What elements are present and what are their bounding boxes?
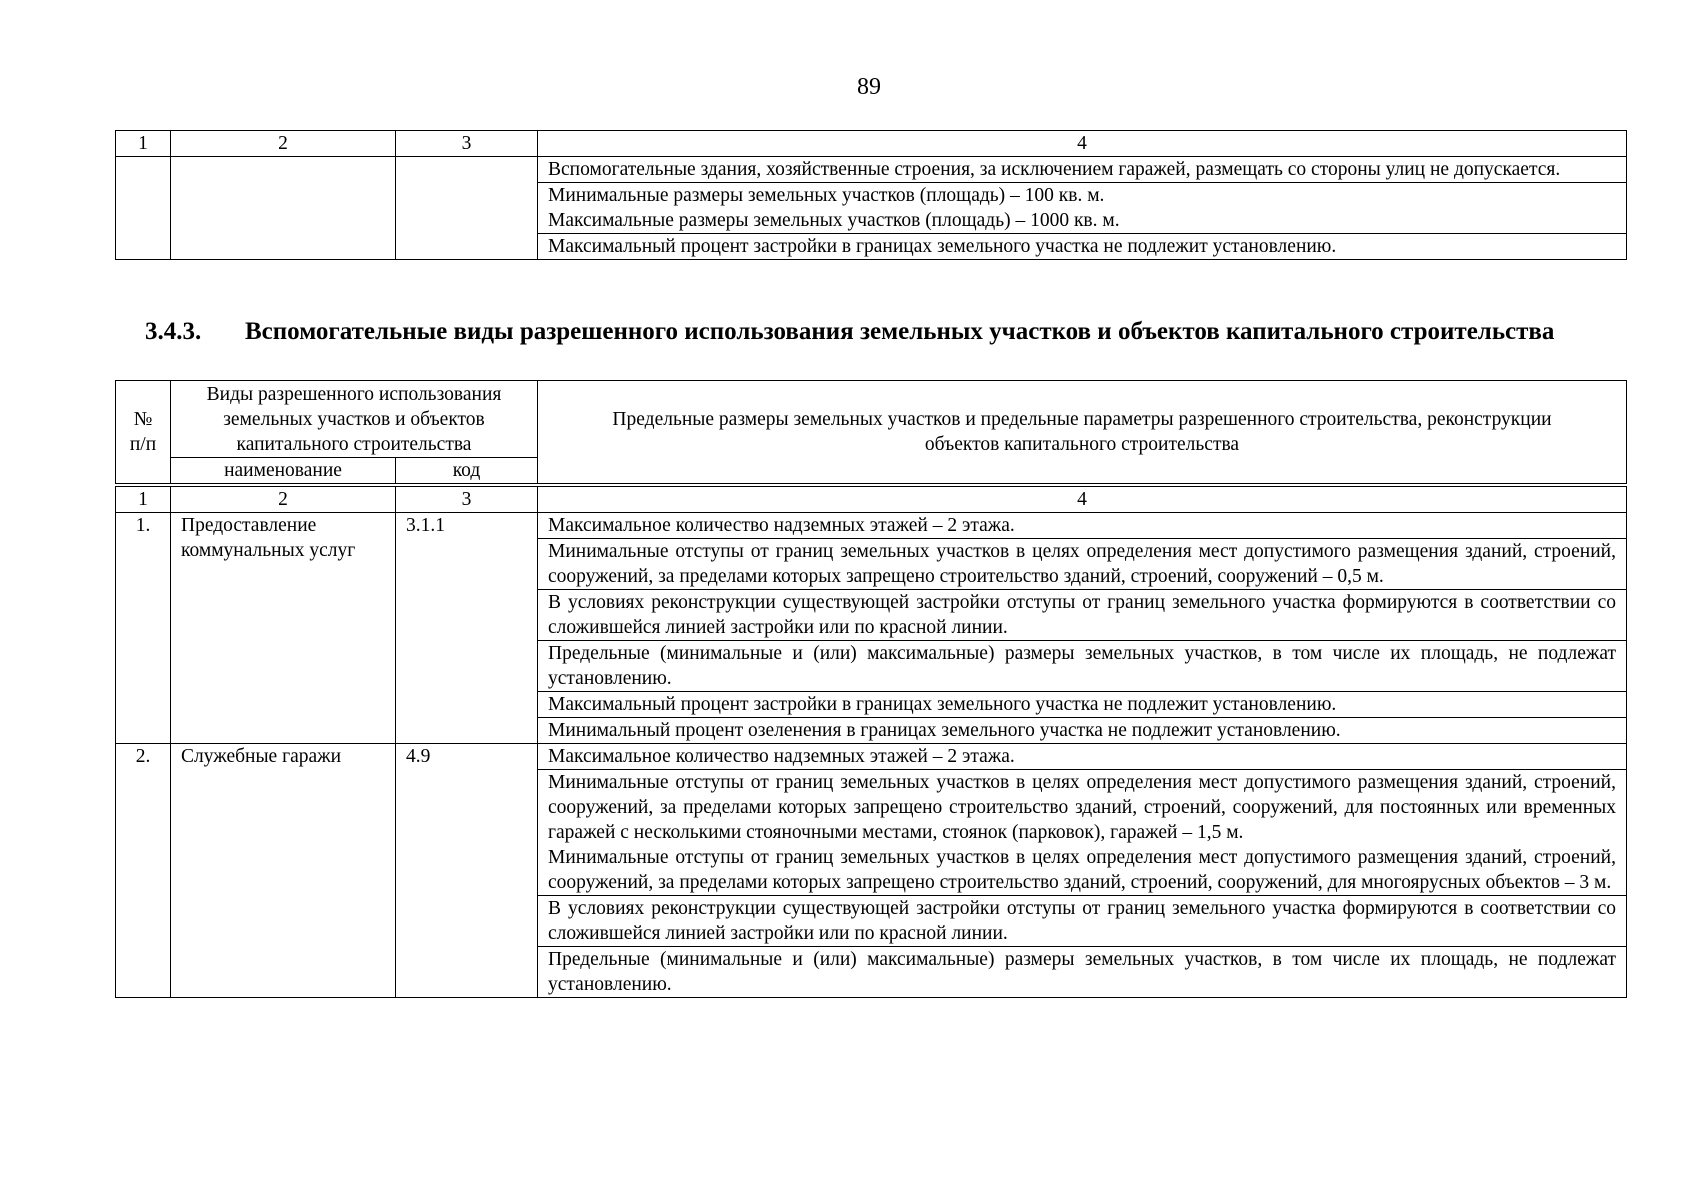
param-text: Максимальное количество надземных этажей – 2 этажа. [538,513,1626,539]
use-code: 4.9 [396,744,538,998]
header-name: наименование [171,458,396,486]
param-text: Минимальный процент озеленения в границах земельного участка не подлежит установлению. [548,720,1341,741]
param-text: Предельные (минимальные и (или) максимальные) размеры земельных участков, в том числе их площадь, не подлежат установлению. [548,949,1616,995]
param-text: Максимальные размеры земельных участков (площадь) – 1000 кв. м. [548,210,1120,231]
param-text: Предельные (минимальные и (или) максимальные) размеры земельных участков, в том числе их площадь, не подлежат установлению. [538,641,1626,692]
column-number-row [116,131,1627,157]
table-row [116,157,1627,183]
continuation-table [115,130,1627,260]
col-number: 2 [171,131,396,157]
column-number-row [116,485,1627,513]
col-number: 1 [116,131,171,157]
param-text: Минимальные отступы от границ земельных участков в целях определения мест допустимого размещения зданий, строений, сооружений, за пределами которых запрещено строительство зданий, строений, сооружений, для постоянных или временных гаражей с несколькими стояночными местами, стоянок (парковок), гаражей – 1,5 м. [548,772,1616,843]
col-number: 2 [171,485,396,513]
use-name: Служебные гаражи [171,744,396,998]
section-title: Вспомогательные виды разрешенного использования земельных участков и объектов капитального строительства [245,318,1555,345]
use-name: Предоставление коммунальных услуг [171,513,396,744]
header-kinds: Виды разрешенного использования земельных участков и объектов капитального строительства [171,381,538,458]
table-row [116,513,1627,744]
param-text: Минимальные отступы от границ земельных участков в целях определения мест допустимого размещения зданий, строений, сооружений, за пределами которых запрещено строительство зданий, строений, сооружений – 0,5 м. [538,539,1626,590]
param-text: Минимальные отступы от границ земельных участков в целях определения мест допустимого размещения зданий, строений, сооружений, за пределами которых запрещено строительство зданий, строений, сооружений, для многоярусных объектов – 3 м. [538,845,1626,896]
header-row [116,381,1627,458]
section-number: 3.4.3. [145,318,202,345]
header-num: № п/п [116,381,171,486]
param-text: Максимальное количество надземных этажей – 2 этажа. [538,744,1626,770]
main-table [115,380,1627,998]
header-limits: Предельные размеры земельных участков и предельные параметры разрешенного строительства, реконструкции объектов капитального строительства [538,381,1627,486]
param-text: В условиях реконструкции существующей застройки отступы от границ земельного участка формируются в соответствии со сложившейся линией застройки или по красной линии. [538,590,1626,641]
col-number: 3 [396,485,538,513]
param-text: Минимальные размеры земельных участков (площадь) – 100 кв. м. [548,185,1105,206]
page-number: 89 [857,74,881,100]
header-code: код [396,458,538,486]
row-number: 2. [116,744,171,998]
col-number: 3 [396,131,538,157]
col-number: 1 [116,485,171,513]
param-text: Максимальный процент застройки в границах земельного участка не подлежит установлению. [538,234,1627,260]
param-text: В условиях реконструкции существующей застройки отступы от границ земельного участка формируются в соответствии со сложившейся линией застройки или по красной линии. [538,896,1626,947]
use-code: 3.1.1 [396,513,538,744]
col-number: 4 [538,485,1627,513]
col-number: 4 [538,131,1627,157]
table-row [116,744,1627,998]
param-text: Максимальный процент застройки в границах земельного участка не подлежит установлению. [538,692,1626,718]
param-text: Вспомогательные здания, хозяйственные строения, за исключением гаражей, размещать со стороны улиц не допускается. [538,157,1627,183]
row-number: 1. [116,513,171,744]
